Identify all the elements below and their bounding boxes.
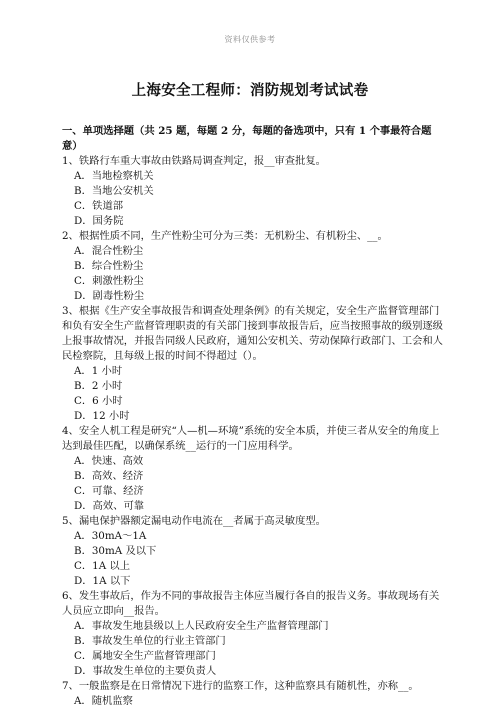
option-d: D．剧毒性粉尘: [74, 290, 145, 302]
page-title: 上海安全工程师：消防规划考试试卷: [131, 82, 369, 99]
question-1: [62, 154, 444, 229]
watermark: 资料仅供参考: [224, 35, 276, 44]
option-d: D．高效、可靠: [74, 500, 145, 512]
question-6: [62, 589, 444, 679]
question-stem: 5、漏电保护器额定漏电动作电流在__者属于高灵敏度型。: [62, 515, 326, 527]
section-heading: 一、单项选择题（共 25 题，每题 2 分，每题的备选项中，只有 1 个事最符合题意）: [62, 125, 432, 152]
option-c: C．属地安全生产监督管理部门: [74, 650, 216, 662]
option-a: A．快速、高效: [74, 455, 144, 467]
question-3: [62, 304, 444, 424]
option-c: C．刺激性粉尘: [74, 275, 144, 287]
option-c: C．可靠、经济: [74, 485, 144, 497]
option-a: A．混合性粉尘: [74, 245, 144, 257]
option-b: B．30mA 及以下: [74, 545, 157, 557]
option-a: A．随机监察: [74, 695, 133, 707]
question-2: [62, 229, 444, 304]
option-d: D．1A 以下: [74, 575, 131, 587]
option-a: A．事故发生地县级以上人民政府安全生产监督管理部门: [74, 620, 329, 632]
question-5: [62, 514, 444, 589]
option-b: B．2 小时: [74, 380, 123, 392]
exam-content: [62, 124, 444, 709]
option-a: A．30mA～1A: [74, 530, 147, 542]
question-stem: 6、发生事故后，作为不同的事故报告主体应当履行各自的报告义务。事故现场有关人员应立即向__报告。: [62, 590, 440, 617]
option-a: A．1 小时: [74, 365, 123, 377]
option-b: B．当地公安机关: [74, 185, 154, 197]
option-a: A．当地检察机关: [74, 170, 154, 182]
question-7: [62, 679, 444, 709]
option-b: B．综合性粉尘: [74, 260, 144, 272]
option-c: C．1A 以上: [74, 560, 131, 572]
option-b: B．事故发生单位的行业主管部门: [74, 635, 226, 647]
option-b: B．高效、经济: [74, 470, 144, 482]
option-d: D．12 小时: [74, 410, 130, 422]
option-c: C．铁道部: [74, 200, 124, 212]
question-stem: 4、安全人机工程是研究“人—机—环境”系统的安全本质，并使三者从安全的角度上达到最佳匹配，以确保系统__运行的一门应用科学。: [62, 425, 440, 452]
question-stem: 3、根据《生产安全事故报告和调查处理条例》的有关规定，安全生产监督管理部门和负有安全生产监督管理职责的有关部门接到事故报告后，应当按照事故的级别逐级上报事故情况，并报告同级人民政府，通知公安机关、劳动保障行政部门、工会和人民检察院，且每级上报的时间不得超过（）。: [62, 305, 443, 362]
question-stem: 1、铁路行车重大事故由铁路局调查判定，报__审查批复。: [62, 155, 326, 167]
question-stem: 2、根据性质不同，生产性粉尘可分为三类：无机粉尘、有机粉尘、__。: [62, 230, 388, 242]
option-c: C．6 小时: [74, 395, 123, 407]
option-d: D．事故发生单位的主要负责人: [74, 665, 217, 677]
option-d: D．国务院: [74, 215, 124, 227]
question-4: [62, 424, 444, 514]
question-stem: 7、一般监察是在日常情况下进行的监察工作，这种监察具有随机性，亦称__。: [62, 680, 419, 692]
